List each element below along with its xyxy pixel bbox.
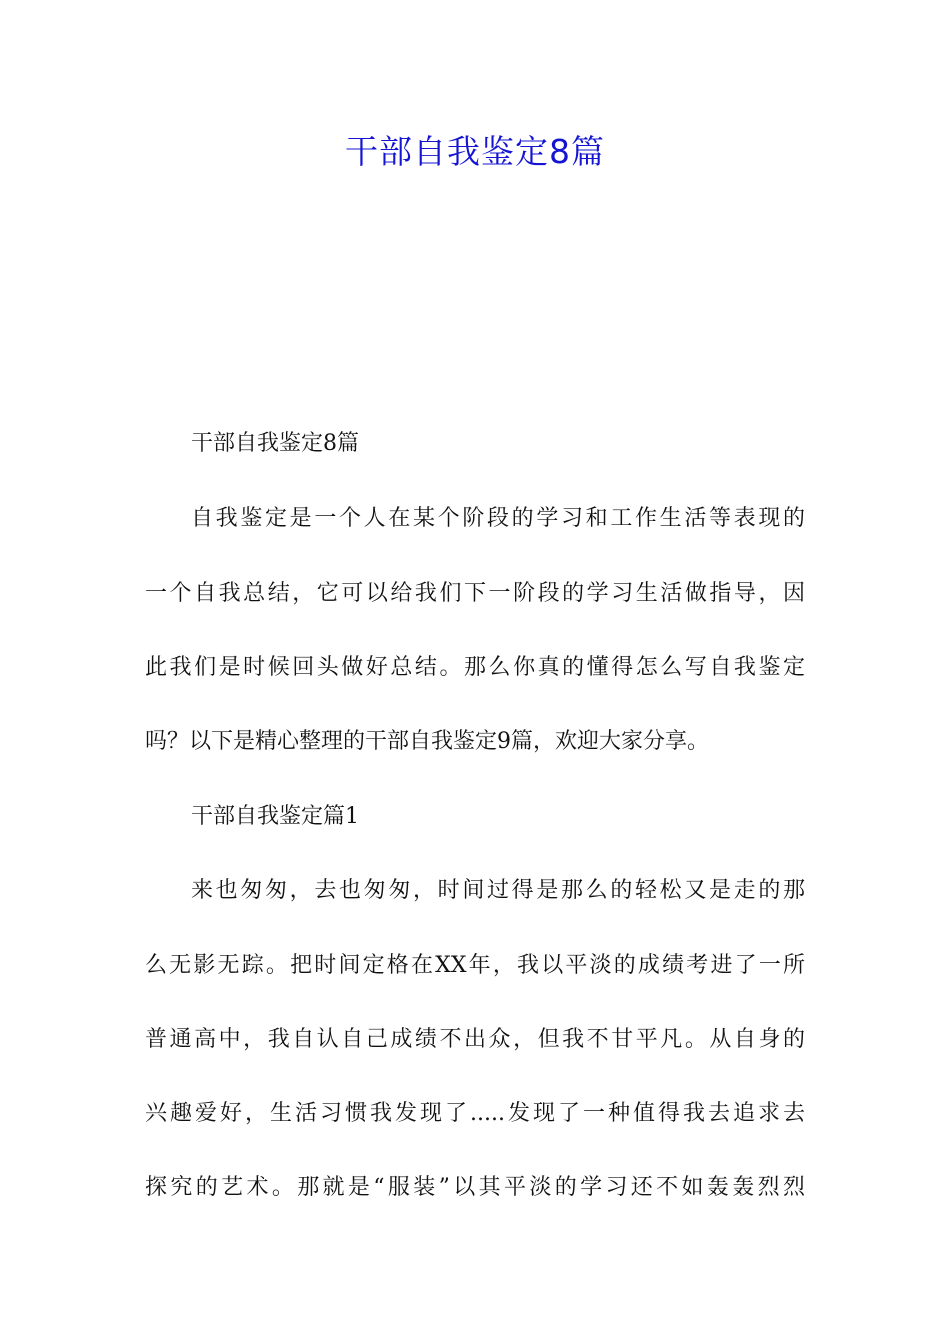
paragraph-line: 吗？以下是精心整理的干部自我鉴定9篇，欢迎大家分享。 bbox=[145, 729, 709, 754]
paragraph-line: 来也匆匆，去也匆匆，时间过得是那么的轻松又是走的那 bbox=[191, 878, 805, 903]
paragraph-line: 普通高中，我自认自己成绩不出众，但我不甘平凡。从自身的 bbox=[145, 1027, 805, 1052]
section-heading: 干部自我鉴定篇1 bbox=[191, 804, 359, 829]
paragraph-line: 自我鉴定是一个人在某个阶段的学习和工作生活等表现的 bbox=[191, 506, 805, 531]
paragraph-line: 兴趣爱好，生活习惯我发现了.....发现了一种值得我去追求去 bbox=[145, 1101, 805, 1126]
paragraph-line: 此我们是时候回头做好总结。那么你真的懂得怎么写自我鉴定 bbox=[145, 655, 805, 680]
subheading: 干部自我鉴定8篇 bbox=[191, 431, 359, 456]
paragraph-line: 探究的艺术。那就是“服装”以其平淡的学习还不如轰轰烈烈 bbox=[145, 1175, 805, 1200]
paragraph-line: 一个自我总结，它可以给我们下一阶段的学习生活做指导，因 bbox=[145, 581, 805, 606]
paragraph-line: 么无影无踪。把时间定格在XX年，我以平淡的成绩考进了一所 bbox=[145, 953, 805, 978]
document-title: 干部自我鉴定8篇 bbox=[345, 132, 605, 171]
